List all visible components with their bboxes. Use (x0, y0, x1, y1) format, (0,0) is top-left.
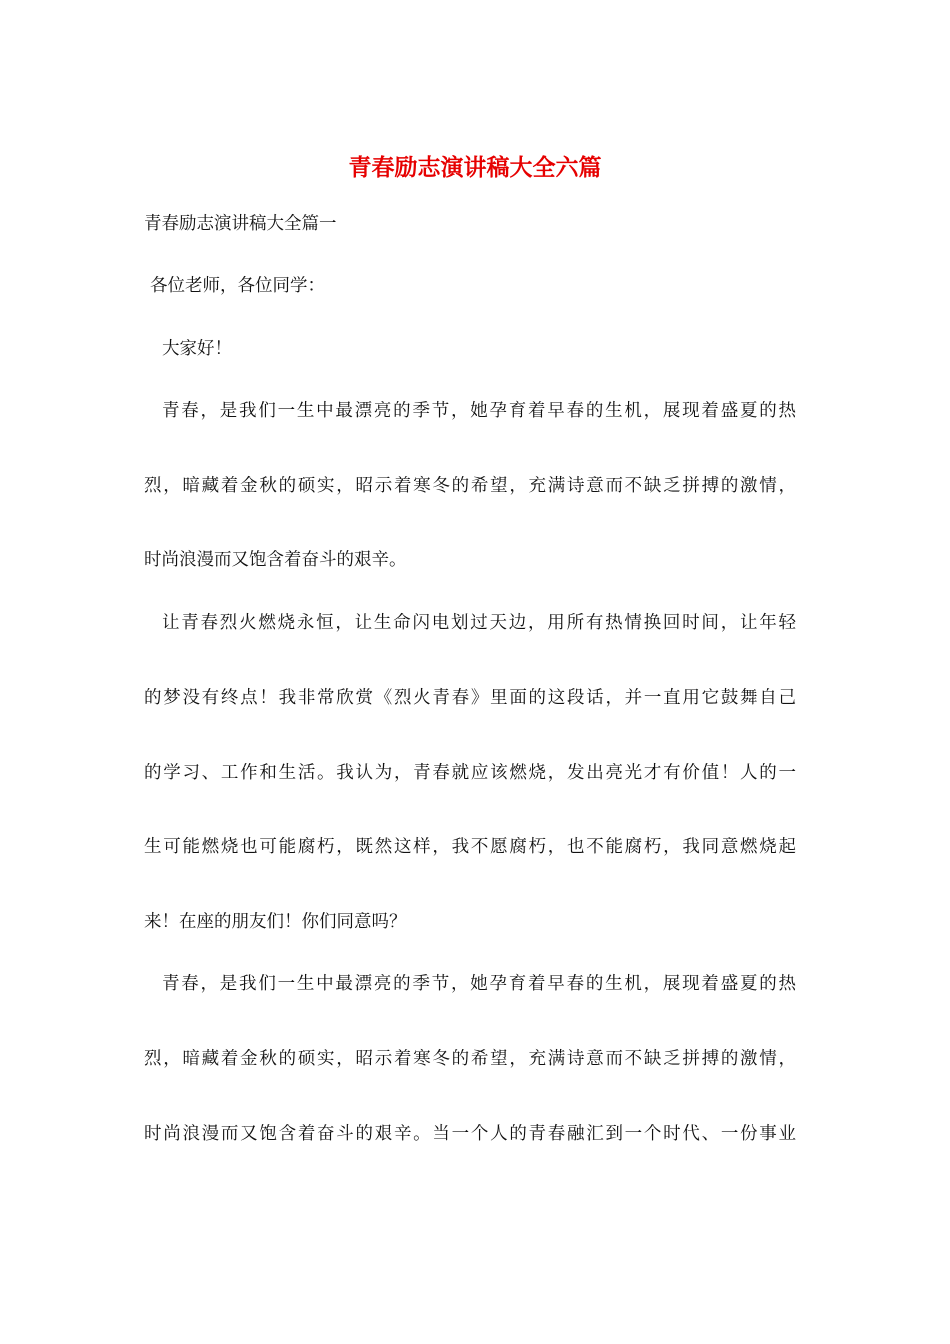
document-title: 青春励志演讲稿大全六篇 (348, 154, 602, 181)
paragraph-line: 的梦没有终点！我非常欣赏《烈火青春》里面的这段话，并一直用它鼓舞自己 (144, 688, 796, 708)
paragraph-line: 让青春烈火燃烧永恒，让生命闪电划过天边，用所有热情换回时间，让年轻 (162, 613, 796, 633)
paragraph-line: 生可能燃烧也可能腐朽，既然这样，我不愿腐朽，也不能腐朽，我同意燃烧起 (144, 837, 796, 857)
paragraph-line: 青春，是我们一生中最漂亮的季节，她孕育着早春的生机，展现着盛夏的热 (162, 401, 796, 421)
paragraph-line: 时尚浪漫而又饱含着奋斗的艰辛。 (144, 550, 407, 570)
paragraph-line: 时尚浪漫而又饱含着奋斗的艰辛。当一个人的青春融汇到一个时代、一份事业 (144, 1124, 796, 1144)
paragraph-line: 的学习、工作和生活。我认为，青春就应该燃烧，发出亮光才有价值！人的一 (144, 763, 796, 783)
section-heading: 青春励志演讲稿大全篇一 (144, 214, 337, 234)
paragraph-line: 来！在座的朋友们！你们同意吗？ (144, 912, 407, 932)
salutation: 各位老师，各位同学： (150, 276, 325, 296)
greeting: 大家好！ (162, 339, 232, 359)
paragraph-line: 青春，是我们一生中最漂亮的季节，她孕育着早春的生机，展现着盛夏的热 (162, 974, 796, 994)
paragraph-line: 烈，暗藏着金秋的硕实，昭示着寒冬的希望，充满诗意而不缺乏拼搏的激情， (144, 1049, 796, 1069)
paragraph-line: 烈，暗藏着金秋的硕实，昭示着寒冬的希望，充满诗意而不缺乏拼搏的激情， (144, 476, 796, 496)
